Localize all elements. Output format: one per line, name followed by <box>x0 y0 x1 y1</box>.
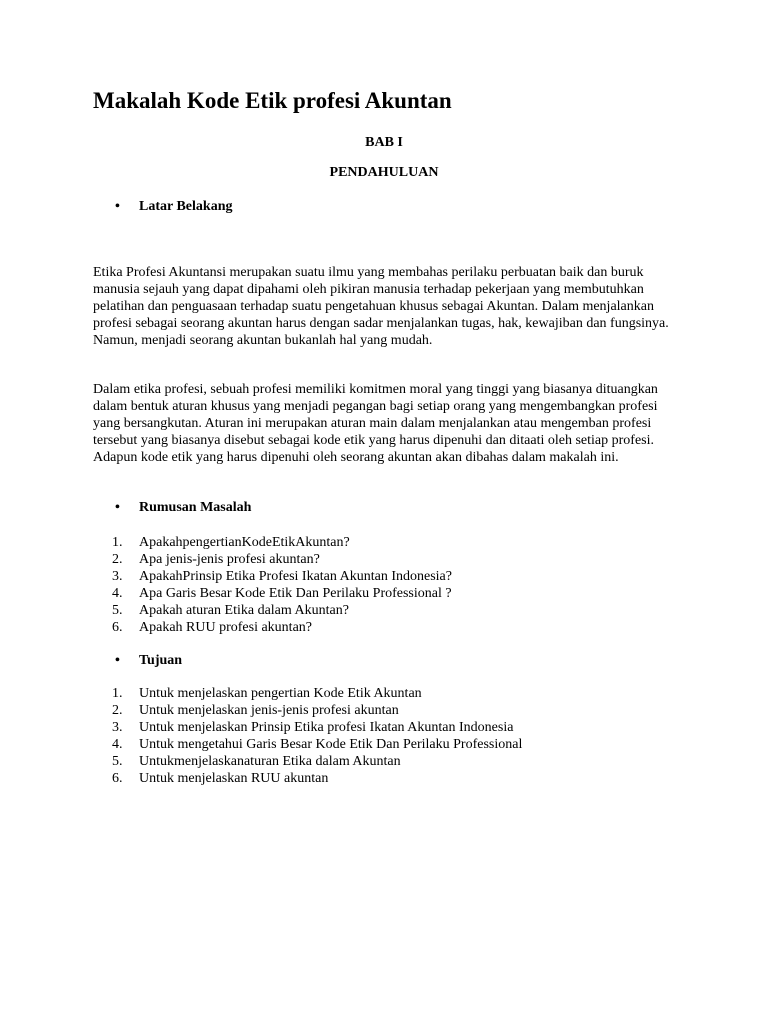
list-item <box>112 753 522 770</box>
section-heading-tujuan <box>115 652 182 670</box>
list-number: 6. <box>112 771 123 786</box>
list-item <box>112 568 452 585</box>
bullet-dot: • <box>115 653 120 668</box>
list-number: 3. <box>112 569 123 584</box>
list-number: 1. <box>112 535 123 550</box>
section-heading-label: Tujuan <box>139 653 183 668</box>
list-text: Apa Garis Besar Kode Etik Dan Perilaku Professional ? <box>139 586 452 601</box>
list-text: Untuk menjelaskan pengertian Kode Etik Akuntan <box>139 686 422 701</box>
list-number: 1. <box>112 686 123 701</box>
section-heading-label: Latar Belakang <box>139 199 233 214</box>
list-item <box>112 685 522 702</box>
list-item <box>112 602 452 619</box>
paragraph: Etika Profesi Akuntansi merupakan suatu ilmu yang membahas perilaku perbuatan baik dan buruk manusia sejauh yang dapat dipahami oleh pikiran manusia terhadap pekerjaan yang membutuhkan pelatihan dan penguasaan terhadap suatu pengetahuan khusus sebagai Akuntan. Dalam menjalankan profesi sebagai seorang akuntan harus dengan sadar menjalankan tugas, hak, kewajiban dan fungsinya. Namun, menjadi seorang akuntan bukanlah hal yang mudah. <box>93 265 669 348</box>
list-item <box>112 534 452 551</box>
bullet-dot: • <box>115 199 120 214</box>
list-text: Untukmenjelaskanaturan Etika dalam Akuntan <box>139 754 401 769</box>
list-number: 6. <box>112 620 123 635</box>
list-text: Untuk menjelaskan Prinsip Etika profesi Ikatan Akuntan Indonesia <box>139 720 514 735</box>
list-item <box>112 736 522 753</box>
section-heading-rumusan-masalah <box>115 499 251 517</box>
list-item <box>112 719 522 736</box>
list-number: 5. <box>112 754 123 769</box>
chapter-title: PENDAHULUAN <box>329 165 439 180</box>
list-text: Untuk mengetahui Garis Besar Kode Etik Dan Perilaku Professional <box>139 737 523 752</box>
list-number: 2. <box>112 552 123 567</box>
bullet-dot: • <box>115 500 120 515</box>
list-item <box>112 585 452 602</box>
list-item <box>112 702 522 719</box>
list-text: Apakah RUU profesi akuntan? <box>139 620 313 635</box>
list-text: Apa jenis-jenis profesi akuntan? <box>139 552 320 567</box>
list-text: Untuk menjelaskan jenis-jenis profesi akuntan <box>139 703 399 718</box>
list-item <box>112 551 452 568</box>
list-item <box>112 770 522 787</box>
chapter-number: BAB I <box>365 135 403 150</box>
list-text: Untuk menjelaskan RUU akuntan <box>139 771 329 786</box>
list-text: Apakah aturan Etika dalam Akuntan? <box>139 603 349 618</box>
list-item <box>112 619 452 636</box>
list-number: 4. <box>112 737 123 752</box>
list-number: 3. <box>112 720 123 735</box>
tujuan-list <box>112 685 522 787</box>
rumusan-masalah-list <box>112 534 452 636</box>
section-heading-latar-belakang <box>115 198 232 216</box>
section-heading-label: Rumusan Masalah <box>139 500 252 515</box>
list-number: 5. <box>112 603 123 618</box>
list-text: ApakahPrinsip Etika Profesi Ikatan Akuntan Indonesia? <box>139 569 452 584</box>
list-number: 2. <box>112 703 123 718</box>
document-title: Makalah Kode Etik profesi Akuntan <box>93 88 452 113</box>
list-text: ApakahpengertianKodeEtikAkuntan? <box>139 535 350 550</box>
paragraph: Dalam etika profesi, sebuah profesi memiliki komitmen moral yang tinggi yang biasanya dituangkan dalam bentuk aturan khusus yang menjadi pegangan bagi setiap orang yang mengembangkan profesi yang bersangkutan. Aturan ini merupakan aturan main dalam menjalankan atau mengemban profesi tersebut yang biasanya disebut sebagai kode etik yang harus dipenuhi dan ditaati oleh setiap profesi. Adapun kode etik yang harus dipenuhi oleh seorang akuntan akan dibahas dalam makalah ini. <box>93 382 658 465</box>
list-number: 4. <box>112 586 123 601</box>
